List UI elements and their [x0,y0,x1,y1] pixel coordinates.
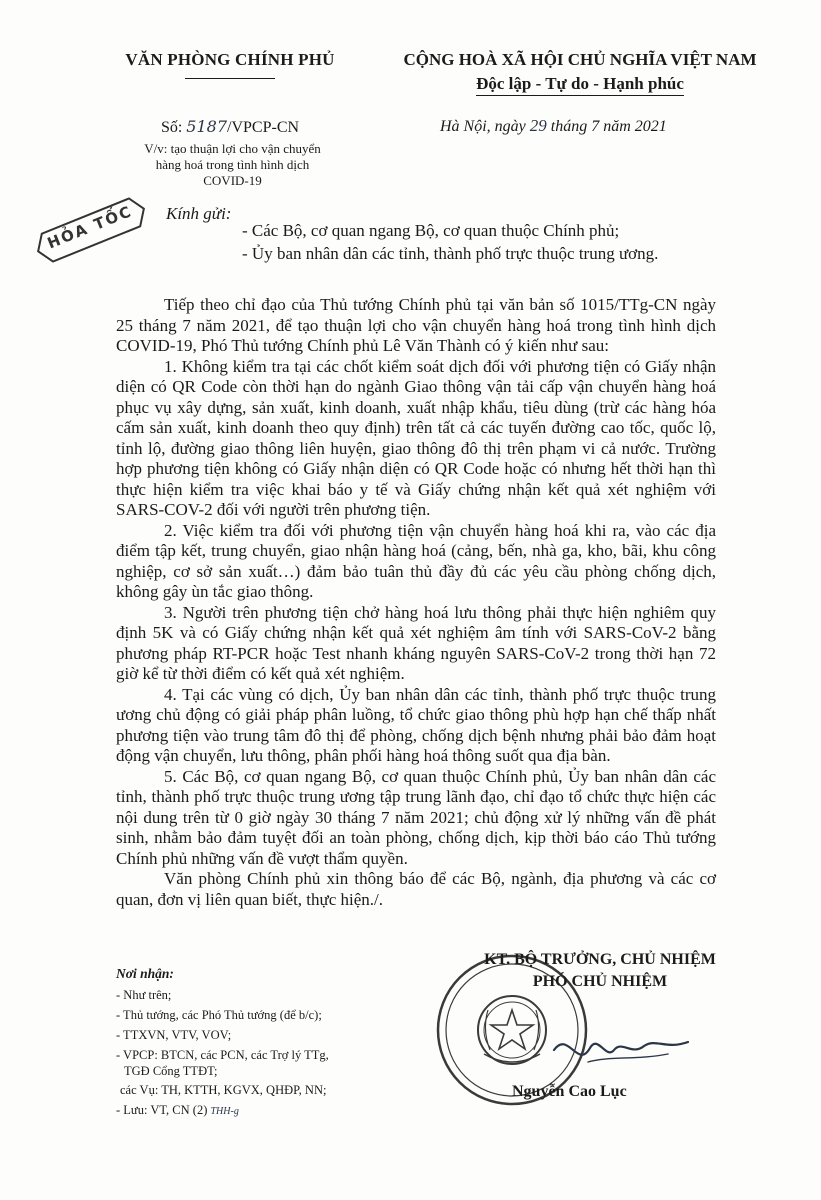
national-header [360,50,800,96]
receiver-item [116,1103,239,1119]
body-paragraph: 4. Tại các vùng có dịch, Ủy ban nhân dân các tỉnh, thành phố trực thuộc trung ương chủ động có giải pháp phân luồng, tổ chức giao thông phù hợp hạn chế thấp nhất phương tiện vào trung tâm đô thị để phòng, chống dịch bệnh nhưng phải bảo đảm hoạt động vận chuyển, lưu thông, phân phối hàng hoá thông suốt qua địa bàn. [116,684,716,765]
salutation: Kính gửi: [166,204,232,223]
archive-note: - Lưu: VT, CN (2) [116,1103,208,1117]
subject-line: hàng hoá trong tình hình dịch [155,157,310,172]
drafter-initials: THH-g [210,1106,239,1117]
signer-name: Nguyễn Cao Lục [512,1083,627,1100]
recipient-line: - Các Bộ, cơ quan ngang Bộ, cơ quan thuộc Chính phủ; [242,221,620,240]
receiver-item: - Như trên; [116,988,172,1002]
receiver-item: - Thủ tướng, các Phó Thủ tướng (để b/c); [116,1008,322,1022]
body-paragraph: 3. Người trên phương tiện chở hàng hoá lưu thông phải thực hiện nghiêm quy định 5K và có Giấy chứng nhận kết quả xét nghiệm âm tính với SARS-CoV-2 bằng phương pháp RT-PCR hoặc Test nhanh kháng nguyên SARS-CoV-2 trong thời hạn 72 giờ kể từ thời điểm có kết quả xét nghiệm. [116,602,716,683]
receiver-item: - VPCP: BTCN, các PCN, các Trợ lý TTg, [116,1048,329,1062]
date-place: Hà Nội, ngày [440,118,526,135]
country-name: CỘNG HOÀ XÃ HỘI CHỦ NGHĨA VIỆT NAM [403,50,757,69]
body-paragraph: 5. Các Bộ, cơ quan ngang Bộ, cơ quan thuộc Chính phủ, Ủy ban nhân dân các tỉnh, thành phố trực thuộc trung ương tập trung lãnh đạo, chỉ đạo tổ chức thực hiện các nội dung trên từ 0 giờ ngày 30 tháng 7 năm 2021; chủ động xử lý những vấn đề phát sinh, nhằm bảo đảm tuyệt đối an toàn phòng, chống dịch, kịp thời báo cáo Thủ tướng Chính phủ những vấn đề vượt thẩm quyền. [116,766,716,868]
document-number-prefix: Số: [160,119,183,136]
subject-line: V/v: tạo thuận lợi cho vận chuyển [144,141,321,156]
document-number [100,117,360,137]
signatory-authority: KT. BỘ TRƯỞNG, CHỦ NHIỆM [484,951,716,968]
urgent-stamp [28,190,155,269]
date-year: năm 2021 [603,118,667,135]
document-subject [110,141,355,189]
handwritten-signature-icon [548,1020,698,1080]
date-line [440,116,667,136]
receivers-title: Nơi nhận: [116,966,174,981]
date-month-label: tháng [550,118,588,135]
date-day-handwritten: 29 [529,116,547,135]
document-number-handwritten: 5187 [186,117,228,136]
receiver-item: - TTXVN, VTV, VOV; [116,1028,232,1042]
date-month: 7 [591,118,600,135]
issuing-agency: VĂN PHÒNG CHÍNH PHỦ [125,50,335,69]
signature-block [440,949,760,993]
signatory-title: PHÓ CHỦ NHIỆM [532,973,668,990]
document-body [116,295,716,910]
body-paragraph: Tiếp theo chỉ đạo của Thủ tướng Chính phủ tại văn bản số 1015/TTg-CN ngày 25 tháng 7 năm 2021, để tạo thuận lợi cho vận chuyển hàng hoá trong tình hình dịch COVID-19, Phó Thủ tướng Chính phủ Lê Văn Thành có ý kiến như sau: [116,295,716,355]
subject-line: COVID-19 [203,173,262,188]
stamp-text: HỎA TỐC [44,201,136,253]
receiver-item: TGĐ Cổng TTĐT; [124,1064,218,1078]
national-motto: Độc lập - Tự do - Hạnh phúc [476,74,684,96]
body-paragraph: 2. Việc kiểm tra đối với phương tiện vận chuyển hàng hoá khi ra, vào các địa điểm tập kết, trung chuyển, giao nhận hàng hoá (cảng, bến, nhà ga, kho, bãi, khu công nghiệp, cơ sở sản xuất…) đảm bảo tuân thủ đầy đủ các yêu cầu phòng chống dịch, không gây ùn tắc giao thông. [116,520,716,601]
recipient-line: - Ủy ban nhân dân các tỉnh, thành phố trực thuộc trung ương. [242,244,659,263]
issuing-agency-block [100,50,360,70]
body-paragraph: Văn phòng Chính phủ xin thông báo để các Bộ, ngành, địa phương và các cơ quan, đơn vị liên quan biết, thực hiện./. [116,869,716,909]
body-paragraph: 1. Không kiểm tra tại các chốt kiểm soát dịch đối với phương tiện có Giấy nhận diện có QR Code còn thời hạn do ngành Giao thông vận tải cấp vận chuyển hàng hoá phục vụ xây dựng, sản xuất, kinh doanh, xuất nhập khẩu, tiêu dùng (trừ các hàng hóa cấm sản xuất, kinh doanh theo quy định) trên tất cả các tuyến đường cao tốc, quốc lộ, tỉnh lộ, đường giao thông liên huyện, giao thông đô thị trên phạm vi cả nước. Trường hợp phương tiện không có Giấy nhận diện có QR Code hoặc có nhưng hết thời hạn thì thực hiện kiểm tra việc khai báo y tế và Giấy chứng nhận kết quả xét nghiệm với SARS-COV-2 đối với người trên phương tiện. [116,356,716,519]
document-number-suffix: /VPCP-CN [227,119,300,136]
agency-underline [185,78,275,79]
receiver-item: các Vụ: TH, KTTH, KGVX, QHĐP, NN; [120,1083,327,1097]
